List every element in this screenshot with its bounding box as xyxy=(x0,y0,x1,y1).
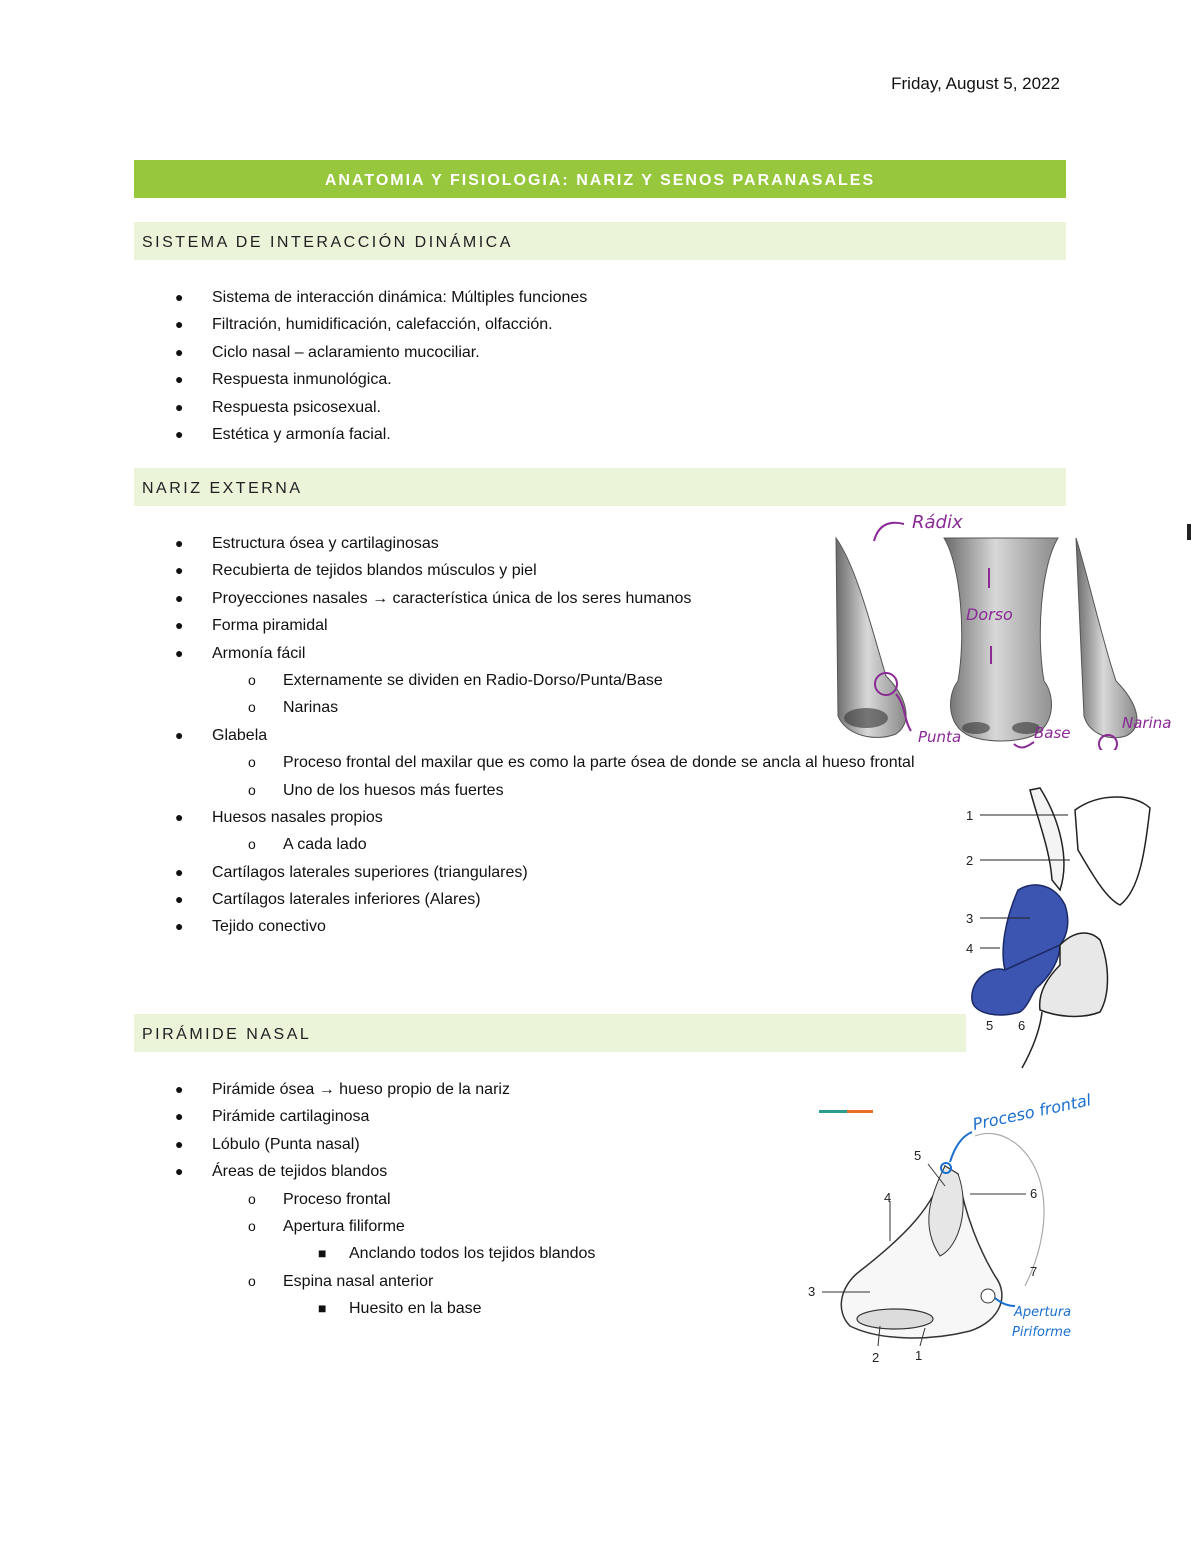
cartilage-diagram-figure xyxy=(960,780,1160,1070)
bullet-icon: ● xyxy=(175,425,184,442)
label-5: 5 xyxy=(986,1018,994,1033)
maxilla-outline xyxy=(1075,797,1150,905)
nostril-shadow xyxy=(962,722,990,734)
label-base: Base xyxy=(1034,724,1071,742)
circle-bullet-icon: o xyxy=(248,754,256,771)
label-1: 1 xyxy=(915,1348,923,1363)
list-subsubitem: ■ Huesito en la base xyxy=(0,1295,595,1322)
bullet-icon: ● xyxy=(175,891,184,908)
list-subitem: o Proceso frontal del maxilar que es como la parte ósea de donde se ancla al hueso frontal xyxy=(0,749,915,776)
list-item: ● Forma piramidal xyxy=(0,612,915,639)
bullet-list-piramide-nasal xyxy=(0,1076,595,1323)
bullet-icon: ● xyxy=(175,644,184,661)
bullet-icon: ● xyxy=(175,535,184,551)
radix-arrow xyxy=(874,523,904,541)
bullet-icon: ● xyxy=(175,589,184,606)
label-radix: Rádix xyxy=(912,512,963,533)
bullet-icon: ● xyxy=(175,562,184,579)
section-heading-sistema: SISTEMA DE INTERACCIÓN DINÁMICA xyxy=(134,222,1066,260)
list-item: ● Pirámide ósea → hueso propio de la nariz xyxy=(0,1076,595,1103)
circle-bullet-icon: o xyxy=(248,699,256,716)
list-subsubitem: ■ Anclando todos los tejidos blandos xyxy=(0,1240,595,1267)
nose-three-quarter xyxy=(1076,538,1137,738)
label-4: 4 xyxy=(884,1190,892,1205)
label-punta: Punta xyxy=(918,728,962,746)
circle-bullet-icon: o xyxy=(248,1190,256,1207)
nasal-bone-outline xyxy=(1030,788,1064,890)
list-item: ● Sistema de interacción dinámica: Múltiples funciones xyxy=(0,284,587,311)
nostril-shadow xyxy=(844,708,888,728)
list-subitem: o Proceso frontal xyxy=(0,1186,595,1213)
label-4: 4 xyxy=(966,941,974,956)
list-item: ● Proyecciones nasales → característica única de los seres humanos xyxy=(0,585,915,612)
square-bullet-icon: ■ xyxy=(318,1300,327,1317)
list-subitem: o Apertura filiforme xyxy=(0,1213,595,1240)
list-item: ● Tejido conectivo xyxy=(0,913,915,940)
bullet-icon: ● xyxy=(175,289,184,305)
bullet-icon: ● xyxy=(175,398,184,415)
bullet-icon: ● xyxy=(175,1081,184,1097)
list-subitem: o A cada lado xyxy=(0,831,915,858)
label-5: 5 xyxy=(914,1148,922,1163)
list-item: ● Respuesta psicosexual. xyxy=(0,394,587,421)
square-bullet-icon: ■ xyxy=(318,1245,327,1262)
bullet-icon: ● xyxy=(175,918,184,935)
list-item: ● Filtración, humidificación, calefacción, olfacción. xyxy=(0,311,587,338)
base-arrow xyxy=(1014,742,1034,748)
bullet-icon: ● xyxy=(175,726,184,743)
bullet-icon: ● xyxy=(175,371,184,388)
list-item: ● Cartílagos laterales inferiores (Alares) xyxy=(0,886,915,913)
bullet-icon: ● xyxy=(175,343,184,360)
list-subitem: o Espina nasal anterior xyxy=(0,1268,595,1295)
label-dorso: Dorso xyxy=(966,605,1013,624)
circle-bullet-icon: o xyxy=(248,1217,256,1234)
section-heading-piramide-nasal: PIRÁMIDE NASAL xyxy=(134,1014,966,1052)
label-3: 3 xyxy=(966,911,974,926)
label-narina: Narina xyxy=(1122,714,1172,732)
list-item: ● Estructura ósea y cartilaginosas xyxy=(0,530,915,557)
label-6: 6 xyxy=(1018,1018,1026,1033)
document-title: ANATOMIA Y FISIOLOGIA: NARIZ Y SENOS PARANASALES xyxy=(134,160,1066,198)
list-item: ● Cartílagos laterales superiores (triangulares) xyxy=(0,859,915,886)
nose-profile-left xyxy=(836,538,906,737)
list-item: ● Glabela xyxy=(0,722,915,749)
circle-bullet-icon: o xyxy=(248,781,256,798)
bullet-icon: ● xyxy=(175,617,184,634)
list-item: ● Estética y armonía facial. xyxy=(0,421,587,448)
circle-bullet-icon: o xyxy=(248,1272,256,1289)
bullet-icon: ● xyxy=(175,1108,184,1125)
list-item: ● Huesos nasales propios xyxy=(0,804,915,831)
label-2: 2 xyxy=(966,853,974,868)
label-6: 6 xyxy=(1030,1186,1038,1201)
label-1: 1 xyxy=(966,808,974,823)
bullet-list-nariz-externa xyxy=(0,530,915,941)
annotation-proceso-frontal: Proceso frontal xyxy=(970,1090,1093,1134)
bullet-icon: ● xyxy=(175,316,184,333)
list-subitem: o Externamente se dividen en Radio-Dorso/Punta/Base xyxy=(0,667,915,694)
list-subitem: o Uno de los huesos más fuertes xyxy=(0,777,915,804)
label-3: 3 xyxy=(808,1284,816,1299)
list-item: ● Ciclo nasal – aclaramiento mucociliar. xyxy=(0,339,587,366)
aperture-circle xyxy=(981,1289,995,1303)
bullet-icon: ● xyxy=(175,808,184,825)
nose-frontal xyxy=(944,538,1058,741)
frontal-process-arrow xyxy=(950,1132,972,1162)
list-subitem: o Narinas xyxy=(0,694,915,721)
annotation-apertura: Apertura xyxy=(1014,1305,1072,1320)
list-item: ● Lóbulo (Punta nasal) xyxy=(0,1131,595,1158)
list-item: ● Armonía fácil xyxy=(0,640,915,667)
bullet-icon: ● xyxy=(175,863,184,880)
list-item: ● Áreas de tejidos blandos xyxy=(0,1158,595,1185)
circle-bullet-icon: o xyxy=(248,836,256,853)
bullet-list-sistema xyxy=(0,284,587,448)
list-item: ● Respuesta inmunológica. xyxy=(0,366,587,393)
bony-pyramid-figure xyxy=(800,1086,1100,1376)
section-heading-nariz-externa: NARIZ EXTERNA xyxy=(134,468,1066,506)
list-item: ● Recubierta de tejidos blandos músculos y piel xyxy=(0,557,915,584)
list-item: ● Pirámide cartilaginosa xyxy=(0,1103,595,1130)
document-date: Friday, August 5, 2022 xyxy=(891,74,1060,93)
nose-views-figure xyxy=(826,506,1200,750)
bullet-icon: ● xyxy=(175,1135,184,1152)
label-7: 7 xyxy=(1030,1264,1038,1279)
nostril-opening xyxy=(857,1309,933,1329)
bullet-icon: ● xyxy=(175,1163,184,1180)
circle-bullet-icon: o xyxy=(248,671,256,688)
label-2: 2 xyxy=(872,1350,880,1365)
annotation-piriforme: Piriforme xyxy=(1012,1325,1071,1340)
page-edge-mark xyxy=(1187,524,1191,540)
